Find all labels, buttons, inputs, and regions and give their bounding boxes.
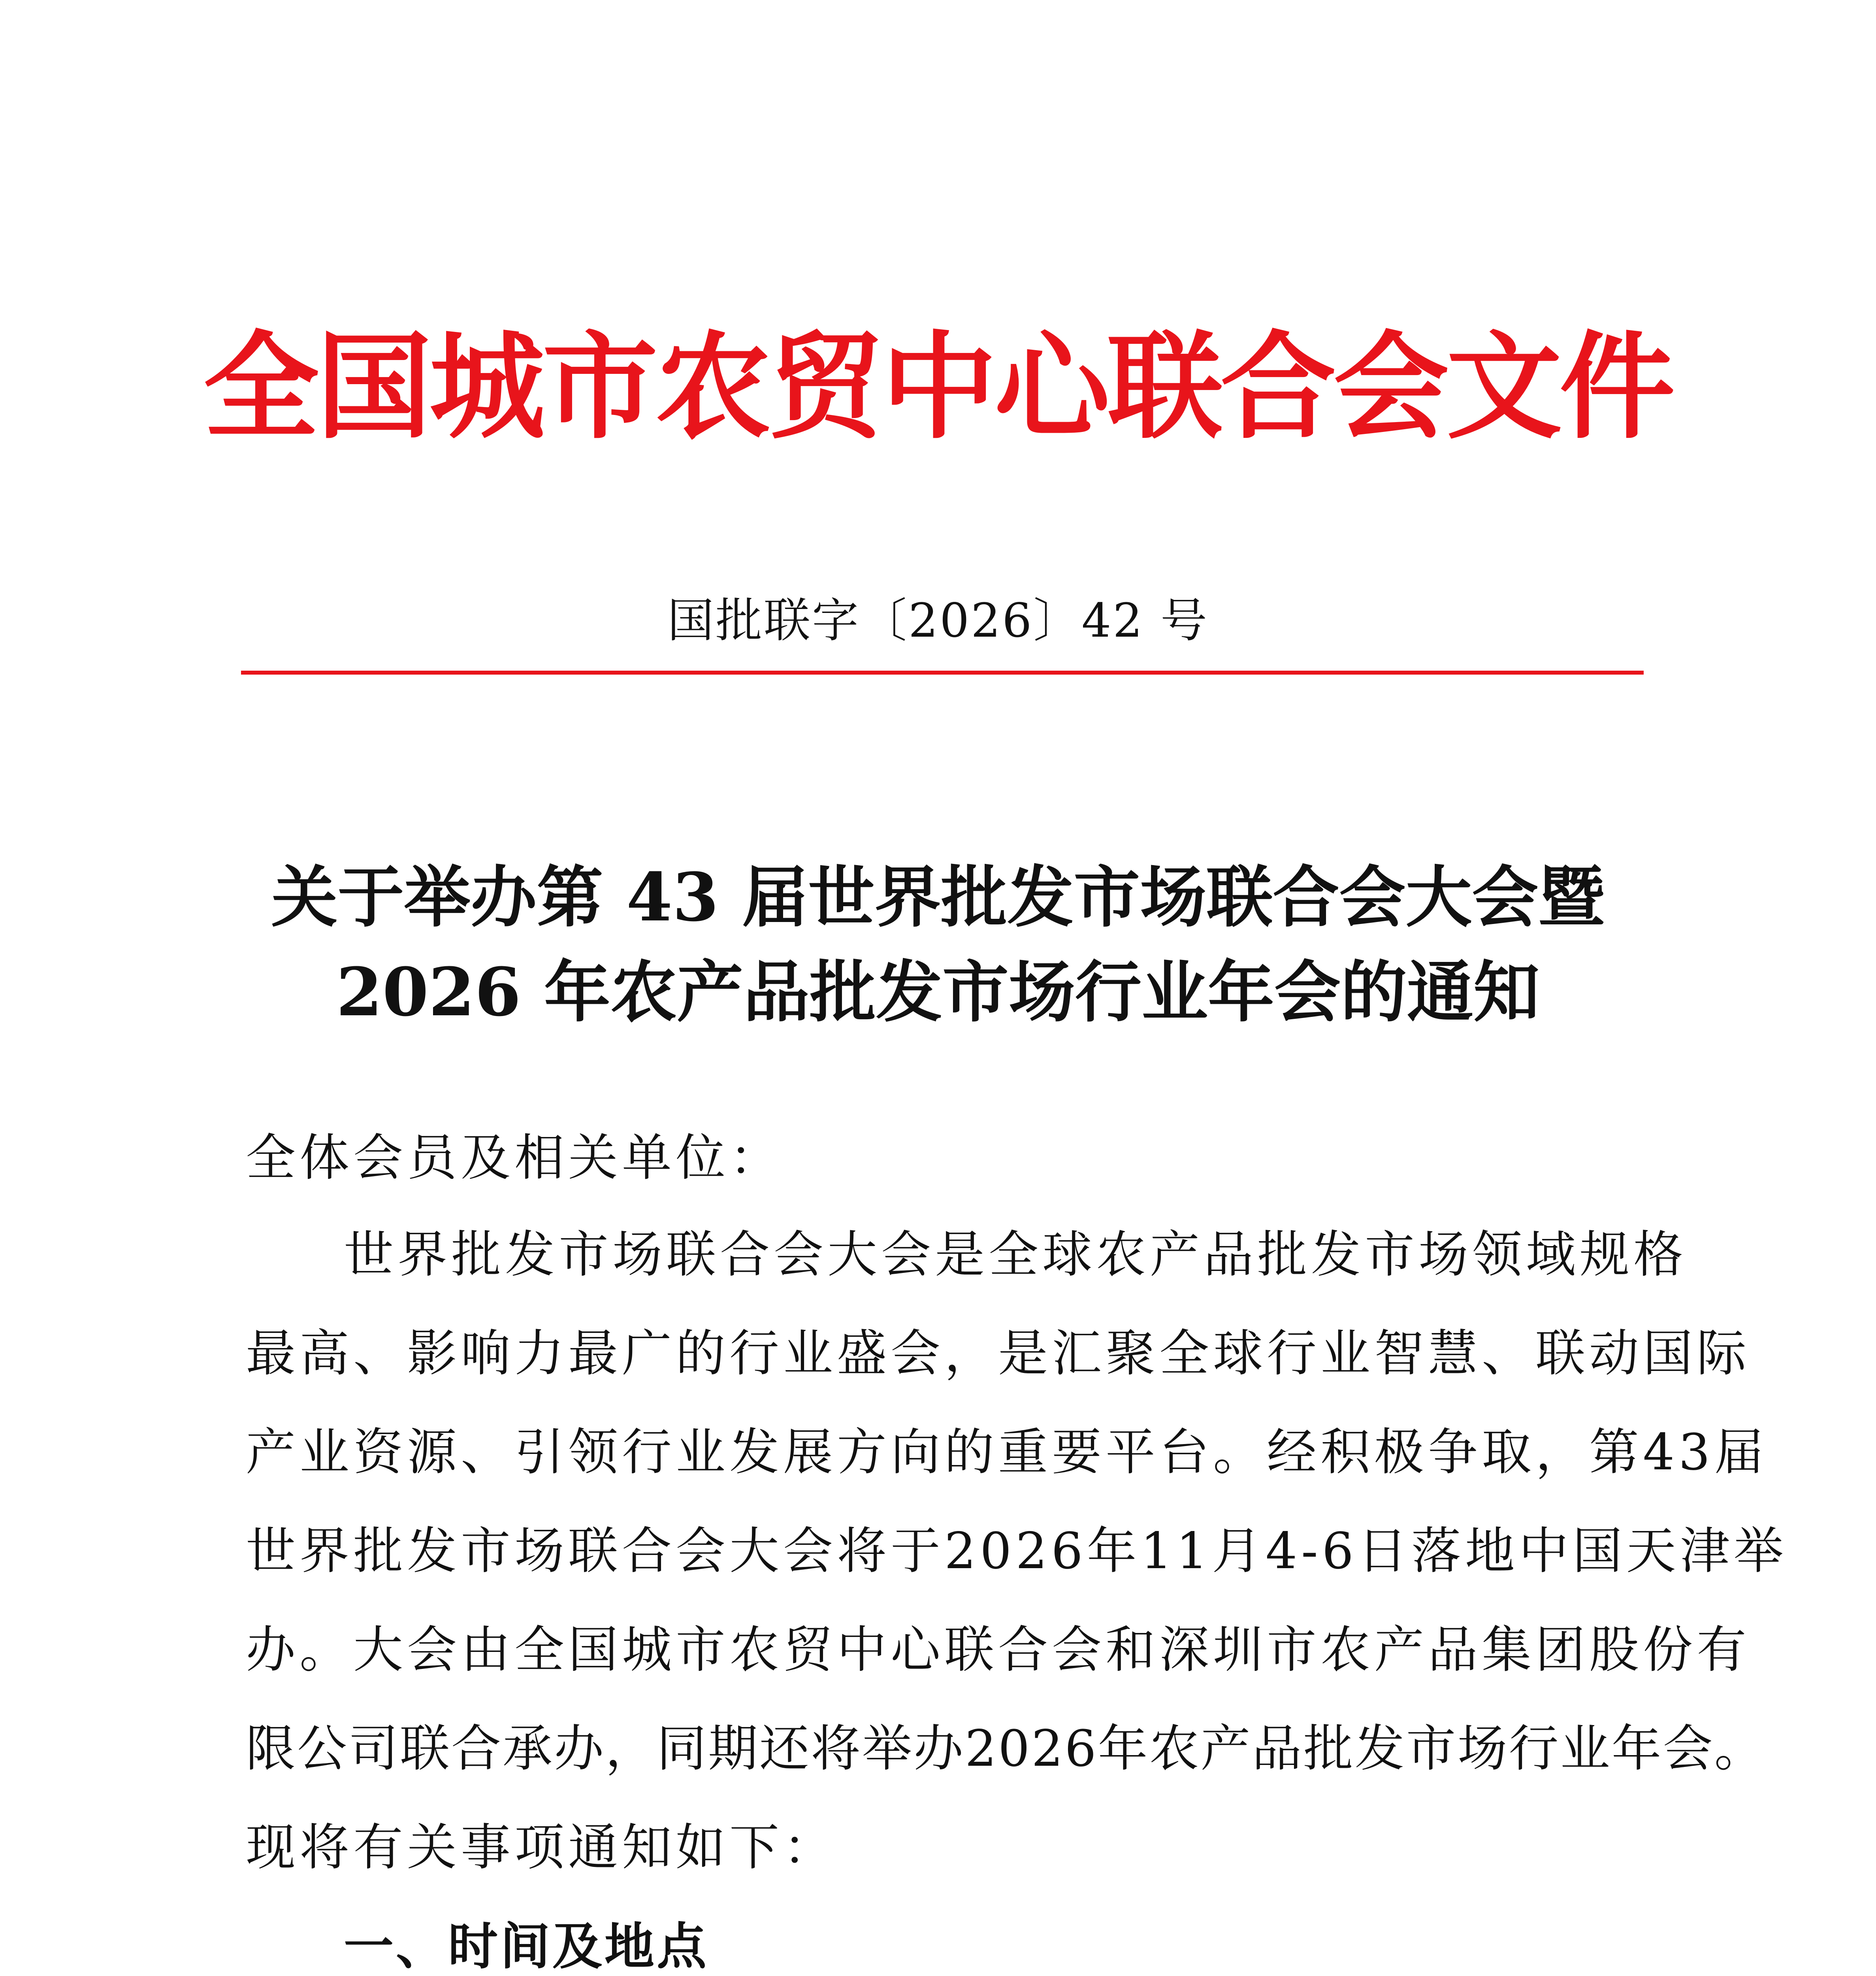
intro-line: 世界批发市场联合会大会将于2026年11月4-6日落地中国天津举 [246,1522,1787,1580]
issuing-org-header: 全国城市农贸中心联合会文件 [203,320,1673,454]
salutation: 全体会员及相关单位： [246,1129,783,1187]
intro-line: 限公司联合承办，同期还将举办2026年农产品批发市场行业年会。 [246,1720,1766,1778]
intro-line: 最高、影响力最广的行业盛会，是汇聚全球行业智慧、联动国际 [246,1324,1750,1382]
intro-line: 办。大会由全国城市农贸中心联合会和深圳市农产品集团股份有 [246,1621,1750,1679]
intro-line: 现将有关事项通知如下： [246,1818,837,1876]
red-divider-line [241,671,1644,675]
section-heading-time-place: 一、时间及地点 [344,1917,709,1976]
notice-title-line-1: 关于举办第 43 届世界批发市场联合会大会暨 [271,858,1605,936]
notice-title-line-2: 2026 年农产品批发市场行业年会的通知 [336,953,1540,1031]
intro-line: 世界批发市场联合会大会是全球农产品批发市场领域规格 [344,1226,1687,1284]
intro-line: 产业资源、引领行业发展方向的重要平台。经积极争取，第43届 [246,1423,1768,1481]
document-number: 国批联字〔2026〕42 号 [667,593,1209,648]
